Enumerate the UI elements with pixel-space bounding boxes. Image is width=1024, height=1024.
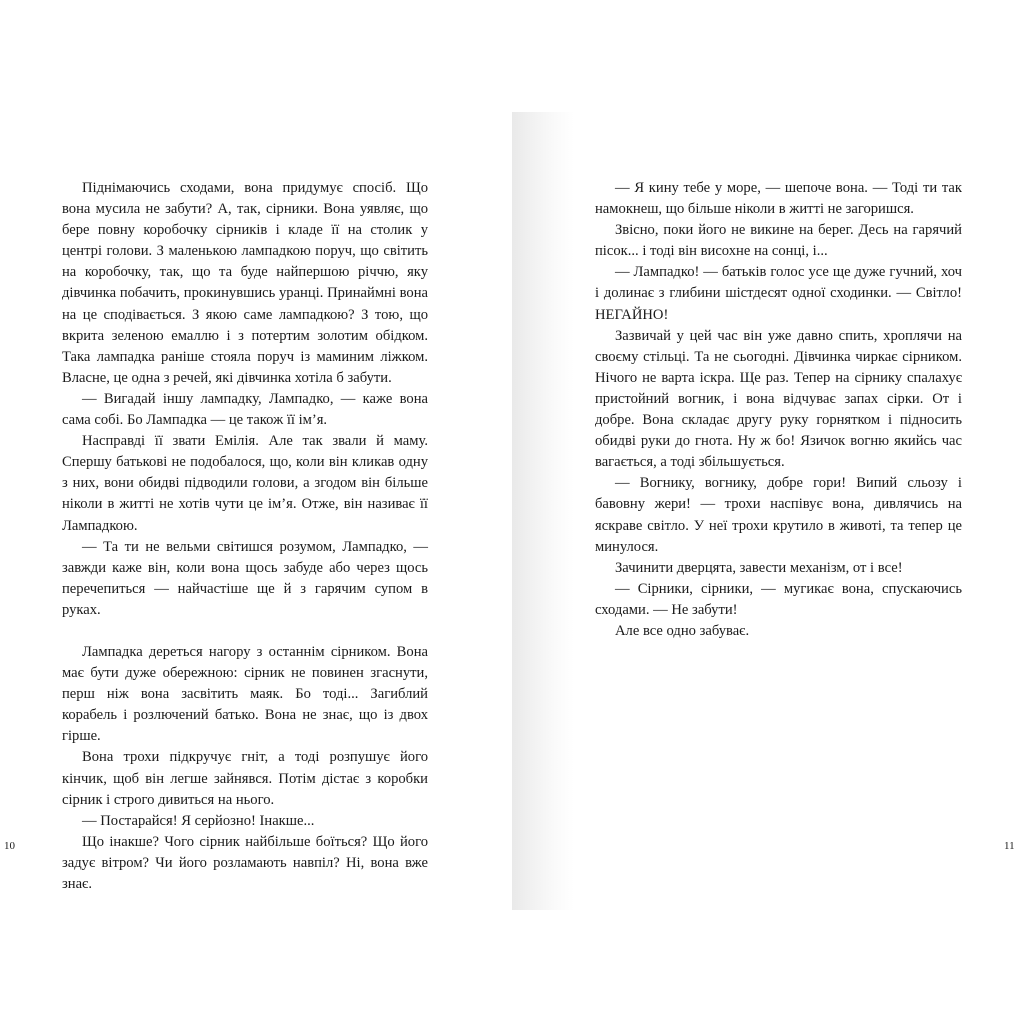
paragraph: — Лампадко! — батьків голос усе ще дуже гучний, хоч і долинає з глибини шістдесят одної сходинки. — Світло! НЕГАЙНО! <box>595 264 962 323</box>
paragraph: Зазвичай у цей час він уже давно спить, хроплячи на своєму стільці. Та не сьогодні. Дівчинка чиркає сірником. Нічого не варта іскра. Ще раз. Тепер на сірнику спалахує пристойний вогник, і вона відчуває запах сірки. От і добре. Вона складає другу руку горнятком і підносить обидві руки до гнота. Ну ж бо! Язичок вогню якийсь час вагається, а тоді збільшується. <box>595 327 962 471</box>
page-number-left: 10 <box>4 840 15 852</box>
paragraph: — Вигадай іншу лампадку, Лампадко, — каже вона сама собі. Бо Лампадка — це також її ім’я. <box>62 390 428 429</box>
paragraph: — Сірники, сірники, — мугикає вона, спускаючись сходами. — Не забути! <box>595 580 962 618</box>
paragraph: Насправді її звати Емілія. Але так звали й маму. Спершу батькові не подобалося, що, коли він кликав одну з них, вони обидві підводили голови, а згодом він більше ніколи в житті не хотів чути це ім’я. Отже, він називає її Лампадкою. <box>62 433 428 534</box>
paragraph: Зачинити дверцята, завести механізм, от і все! <box>615 559 903 576</box>
paragraph: Вона трохи підкручує гніт, а тоді розпушує його кінчик, щоб він легше зайнявся. Потім дістає з коробки сірник і строго дивиться на нього. <box>62 749 428 808</box>
right-page-text <box>595 178 962 642</box>
paragraph: Звісно, поки його не викине на берег. Десь на гарячий пісок... і тоді він висохне на сонці, і... <box>595 222 962 260</box>
paragraph: — Постарайся! Я серйозно! Інакше... <box>82 812 315 829</box>
paragraph: — Та ти не вельми світишся розумом, Лампадко, — завжди каже він, коли вона щось забуде або через щось перечепиться — найчастіше ще й з гарячим супом в руках. <box>62 538 428 618</box>
page-number-right: 11 <box>1004 840 1015 852</box>
paragraph: — Вогнику, вогнику, добре гори! Випий сльозу і бавовну жери! — трохи наспівує вона, дивлячись на яскраве світло. У неї трохи крутило в животі, та тепер це минулося. <box>595 475 962 555</box>
paragraph: Але все одно забуває. <box>615 622 750 639</box>
paragraph: Що інакше? Чого сірник найбільше боїться? Що його задує вітром? Чи його розламають навпіл? Ні, вона вже знає. <box>62 833 428 892</box>
paragraph: Піднімаючись сходами, вона придумує спосіб. Що вона мусила не забути? А, так, сірники. Вона уявляє, що бере повну коробочку сірників і кладе її на столик у центрі голови. З маленькою лампадкою поруч, що світить на коробочку, так, що та буде найпершою річчю, яку дівчинка побачить, прокинувшись уранці. Принаймні вона на це сподівається. З якою саме лампадкою? З тою, що вкрита зеленою емаллю і з потертим золотим обідком. Така лампадка раніше стояла поруч із маминим ліжком. Власне, це одна з речей, які дівчинка хотіла б забути. <box>62 180 428 386</box>
paragraph: — Я кину тебе у море, — шепоче вона. — Тоді ти так намокнеш, що більше ніколи в житті не загоришся. <box>595 180 962 218</box>
gutter-shadow <box>512 112 574 910</box>
left-page-text <box>62 178 428 895</box>
paragraph: Лампадка дереться нагору з останнім сірником. Вона має бути дуже обережною: сірник не повинен згаснути, перш ніж вона засвітить маяк. Бо тоді... Загиблий корабель і розлючений батько. Вона не знає, що із двох гірше. <box>62 643 428 745</box>
